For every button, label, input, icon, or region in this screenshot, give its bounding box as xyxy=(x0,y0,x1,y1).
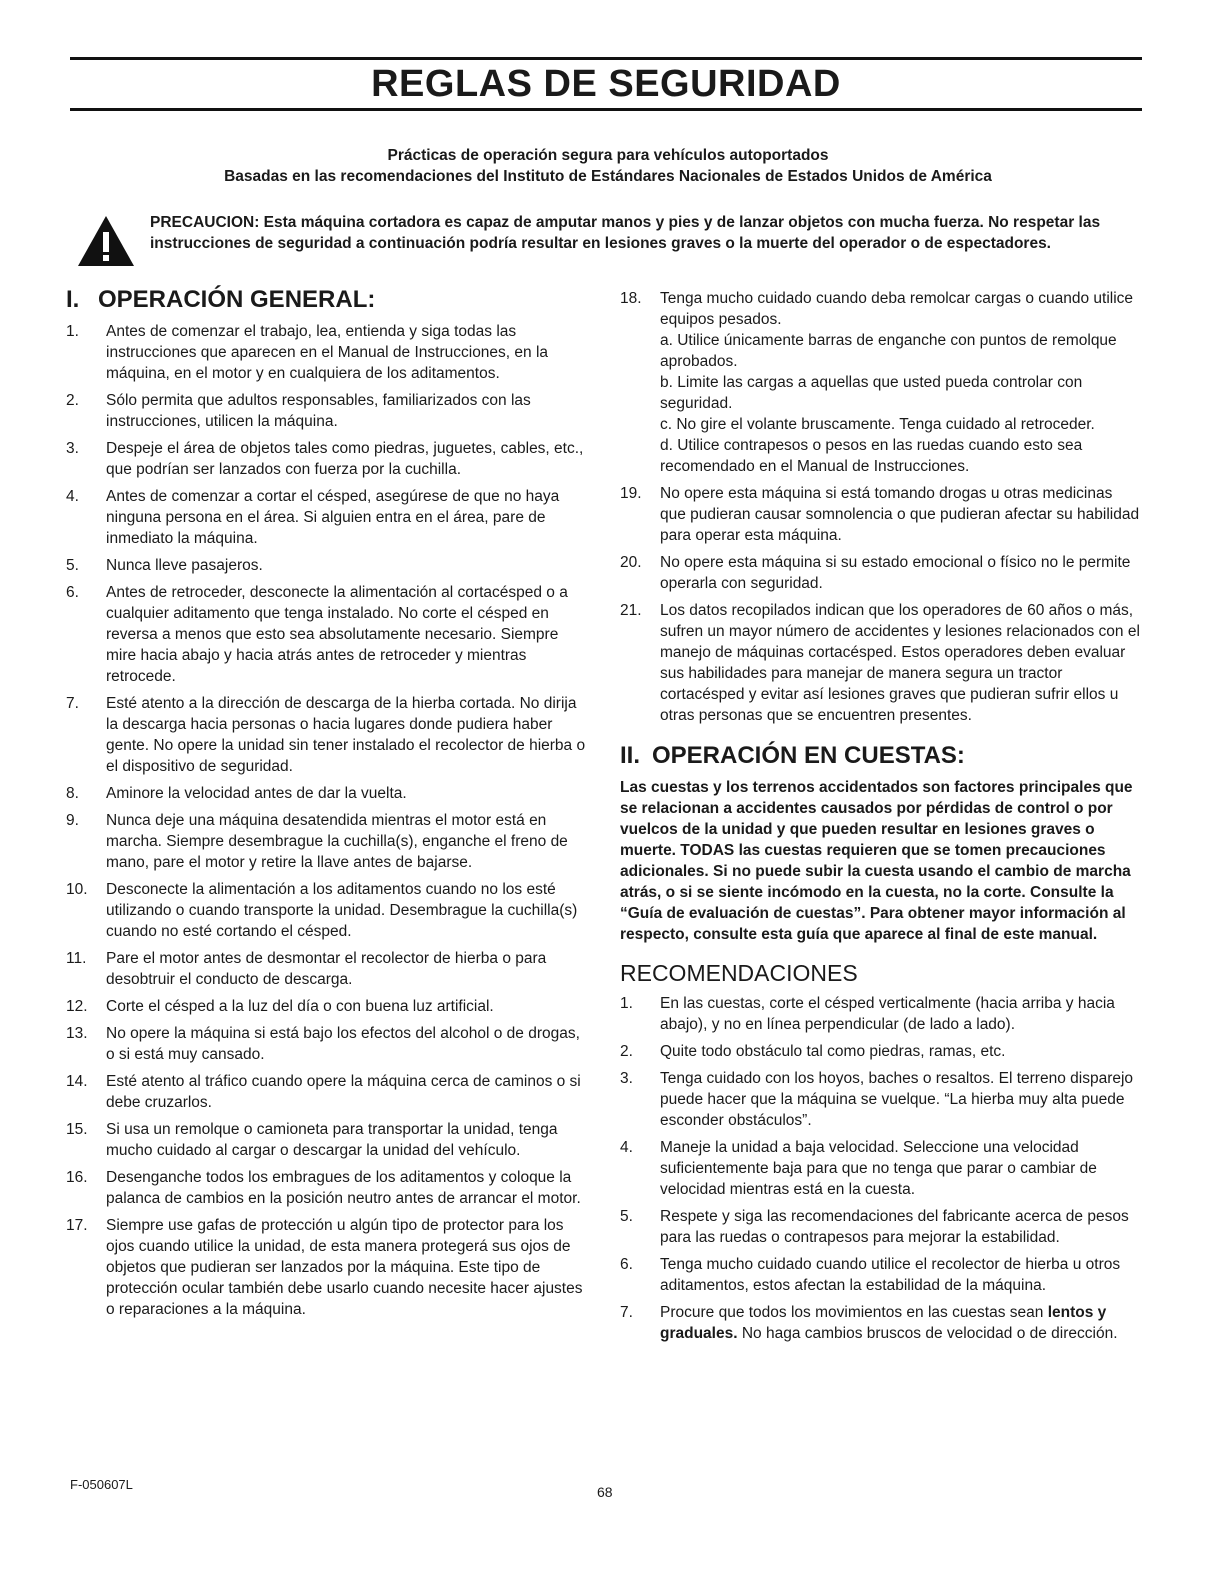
document-code: F-050607L xyxy=(70,1477,133,1492)
list-item: 12. Corte el césped a la luz del día o con buena luz artificial. xyxy=(66,998,494,1015)
list-item: 5. Respete y siga las recomendaciones del fabricante acerca de pesos para las ruedas o contrapesos para mejorar la estabilidad. xyxy=(620,1208,1129,1246)
list-item: 4. Maneje la unidad a baja velocidad. Seleccione una velocidad suficientemente baja para que no tenga que parar o cambiar de velocidad mientras está en la cuesta. xyxy=(620,1139,1097,1198)
section-2-heading xyxy=(620,742,1142,770)
list-item: 4. Antes de comenzar a cortar el césped, asegúrese de que no haya ninguna persona en el área. Si alguien entra en el área, pare de inmediato la máquina. xyxy=(66,488,560,547)
title-bar xyxy=(70,57,1142,111)
list-item: 6. Antes de retroceder, desconecte la alimentación al cortacésped o a cualquier aditamento que tenga instalado. No corte el césped en reversa a menos que esto sea absolutamente necesario. Siempre mire hacia abajo y hacia atrás antes de retroceder y mientras retrocede. xyxy=(66,584,568,685)
list-item: 3. Tenga cuidado con los hoyos, baches o resaltos. El terreno disparejo puede hacer que la máquina se vuelque. “La hierba muy alta puede esconder obstáculos”. xyxy=(620,1070,1134,1129)
list-item: 1. En las cuestas, corte el césped verticalmente (hacia arriba y hacia abajo), y no en línea perpendicular (de lado a lado). xyxy=(620,995,1115,1033)
list-item: 19. No opere esta máquina si está tomando drogas u otras medicinas que pudieran causar somnolencia o que pudieran afectar su habilidad para operar esta máquina. xyxy=(620,485,1140,544)
list-item: 2. Sólo permita que adultos responsables, familiarizados con las instrucciones, utilicen la máquina. xyxy=(66,392,531,430)
section-2-title: OPERACIÓN EN CUESTAS: xyxy=(652,742,965,769)
section-1-list xyxy=(66,321,586,1320)
list-item: 16. Desenganche todos los embragues de los aditamentos y coloque la palanca de cambios en la posición neutro antes de arrancar el motor. xyxy=(66,1169,581,1207)
list-item: 1. Antes de comenzar el trabajo, lea, entienda y siga todas las instrucciones que aparecen en el Manual de Instrucciones, en la máquina, en el motor y en cualquiera de los aditamentos. xyxy=(66,323,549,382)
right-column xyxy=(620,288,1142,1350)
sub-item-d: d. Utilice contrapesos o pesos en las ruedas cuando esto sea recomendado en el Manual de Instrucciones. xyxy=(660,437,1083,475)
subtitle-line-2: Basadas en las recomendaciones del Instituto de Estándares Nacionales de Estados Unidos de América xyxy=(224,168,992,185)
list-item: 15. Si usa un remolque o camioneta para transportar la unidad, tenga mucho cuidado al cargar o descargar la unidad del vehículo. xyxy=(66,1121,558,1159)
subtitle-line-1: Prácticas de operación segura para vehículos autoportados xyxy=(387,147,829,164)
list-item: 6. Tenga mucho cuidado cuando utilice el recolector de hierba u otros aditamentos, estos afectan la estabilidad de la máquina. xyxy=(620,1256,1121,1294)
recommendations-heading: RECOMENDACIONES xyxy=(620,960,858,986)
left-column xyxy=(66,286,586,1326)
list-item: 3. Despeje el área de objetos tales como piedras, juguetes, cables, etc., que podrían ser lanzados con fuerza por la cuchilla. xyxy=(66,440,584,478)
section-1-list-continued xyxy=(620,288,1142,726)
list-item: 7. Procure que todos los movimientos en las cuestas sean lentos y graduales. No haga cambios bruscos de velocidad o de dirección. xyxy=(620,1304,1118,1342)
section-2-number: II. xyxy=(620,742,641,769)
list-item: 8. Aminore la velocidad antes de dar la vuelta. xyxy=(66,785,407,802)
list-item: 11. Pare el motor antes de desmontar el recolector de hierba o para desobtruir el conducto de descarga. xyxy=(66,950,547,988)
section-1-heading xyxy=(66,286,586,314)
list-item: 20. No opere esta máquina si su estado emocional o físico no le permite operarla con seguridad. xyxy=(620,554,1131,592)
page-title: REGLAS DE SEGURIDAD xyxy=(371,63,841,105)
sub-item-b: b. Limite las cargas a aquellas que usted pueda controlar con seguridad. xyxy=(660,374,1083,412)
list-item: 17. Siempre use gafas de protección u algún tipo de protector para los ojos cuando utilice la unidad, de esta manera protegerá sus ojos de objetos que pudieran ser lanzados por la máquina. Este tipo de protección ocular también debe usarlo cuando necesite hacer ajustes o reparaciones a la máquina. xyxy=(66,1217,583,1318)
section-1-title: OPERACIÓN GENERAL: xyxy=(98,286,376,313)
list-item: 13. No opere la máquina si está bajo los efectos del alcohol o de drogas, o si está muy cansado. xyxy=(66,1025,580,1063)
sub-item-a: a. Utilice únicamente barras de enganche con puntos de remolque aprobados. xyxy=(660,332,1117,370)
caution-box xyxy=(76,212,1146,254)
sub-item-c: c. No gire el volante bruscamente. Tenga cuidado al retroceder. xyxy=(660,416,1095,433)
list-item: 5. Nunca lleve pasajeros. xyxy=(66,557,263,574)
list-item: 9. Nunca deje una máquina desatendida mientras el motor está en marcha. Siempre desembrague la cuchilla(s), enganche el freno de mano, pare el motor y retire la llave antes de bajarse. xyxy=(66,812,568,871)
list-item: 14. Esté atento al tráfico cuando opere la máquina cerca de caminos o si debe cruzarlos. xyxy=(66,1073,581,1111)
subtitle xyxy=(70,145,1146,187)
warning-triangle-icon xyxy=(76,214,136,268)
section-2-intro: Las cuestas y los terrenos accidentados son factores principales que se relacionan a accidentes causados por pérdidas de control o por vuelcos de la unidad y que pueden resultar en lesiones graves o muerte. TODAS las cuestas requieren que se tomen precauciones adicionales. Si no puede subir la cuesta usando el cambio de marcha atrás, o si se siente incómodo en la cuesta, no la corte. Consulte la “Guía de evaluación de cuestas”. Para obtener mayor información al respecto, consulte esta guía que aparece al final de este manual. xyxy=(620,779,1133,943)
recommendations-list xyxy=(620,993,1142,1344)
section-1-number: I. xyxy=(66,286,80,313)
page-number: 68 xyxy=(597,1484,613,1500)
list-item: 21. Los datos recopilados indican que los operadores de 60 años o más, sufren un mayor número de accidentes y lesiones relacionados con el manejo de máquinas cortacésped. Estos operadores deben evaluar sus habilidades para manejar de manera segura un tractor cortacésped y evitar así lesiones graves que pudieran sufrir ellos u otras personas que se encuentren presentes. xyxy=(620,602,1140,724)
caution-text: PRECAUCION: Esta máquina cortadora es capaz de amputar manos y pies y de lanzar objetos con mucha fuerza. No respetar las instrucciones de seguridad a continuación podría resultar en lesiones graves o la muerte del operador o de espectadores. xyxy=(150,214,1101,252)
list-item: 2. Quite todo obstáculo tal como piedras, ramas, etc. xyxy=(620,1043,1006,1060)
list-item: 10. Desconecte la alimentación a los aditamentos cuando no los esté utilizando o cuando transporte la unidad. Desembrague la cuchilla(s) cuando no esté cortando el césped. xyxy=(66,881,578,940)
list-item: 7. Esté atento a la dirección de descarga de la hierba cortada. No dirija la descarga hacia personas o hacia lugares donde pudiera haber gente. No opere la unidad sin tener instalado el recolector de hierba o el dispositivo de seguridad. xyxy=(66,695,586,775)
list-item: 18. Tenga mucho cuidado cuando deba remolcar cargas o cuando utilice equipos pesados. a. Utilice únicamente barras de enganche con puntos de remolque aprobados. b. Limite las cargas a aquellas que usted pueda controlar con seguridad. c. No gire el volante bruscamente. Tenga cuidado al retroceder. d. Utilice contrapesos o pesos en las ruedas cuando esto sea recomendado en el Manual de Instrucciones. xyxy=(620,288,1142,477)
